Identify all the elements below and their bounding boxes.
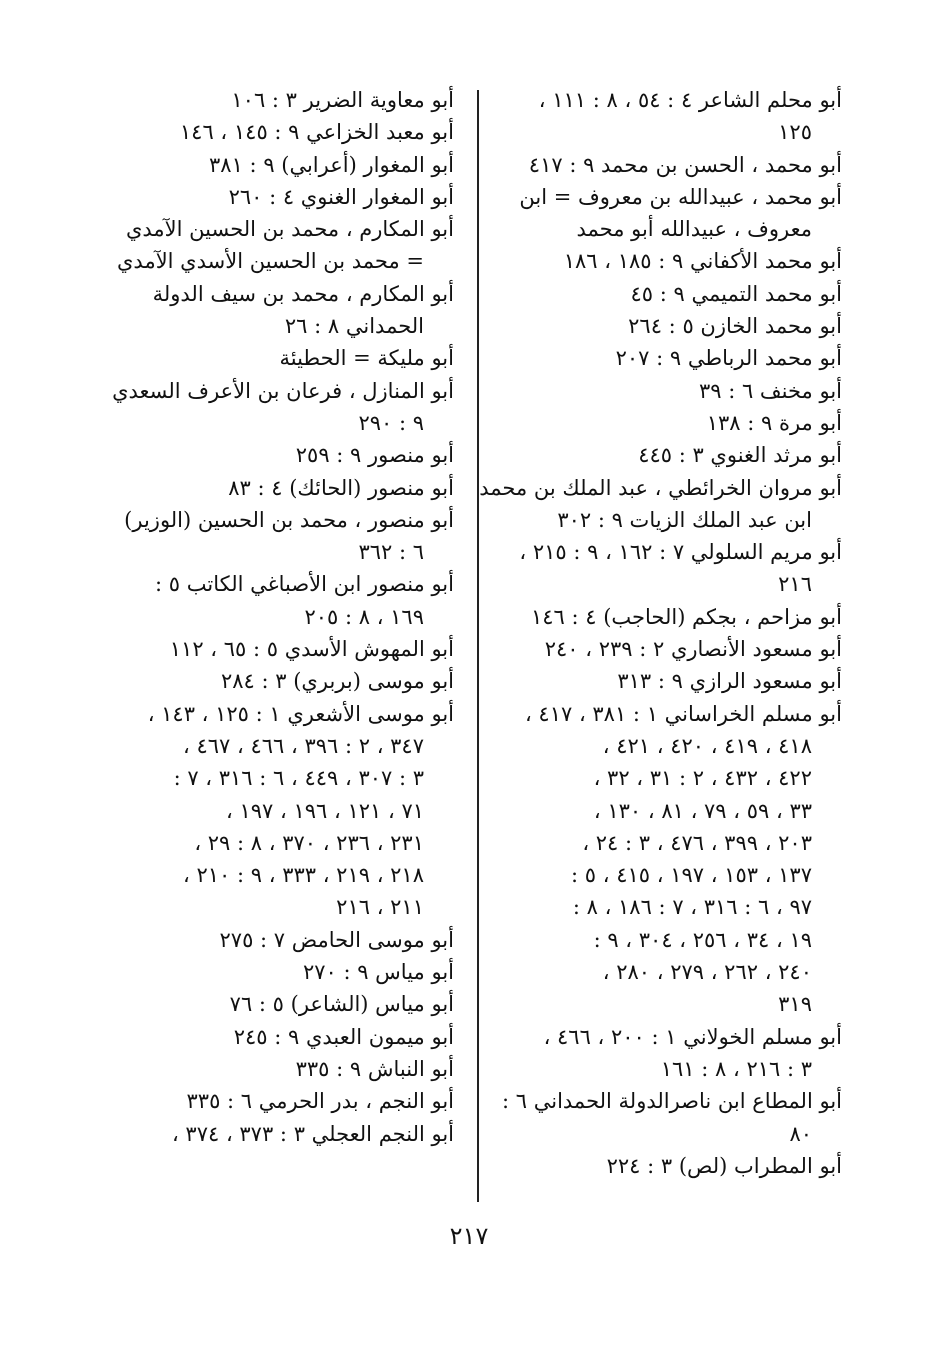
index-entry: [104, 213, 454, 278]
entry-heading: أبو المهوش الأسدي ٥ : ٦٥ ، ١١٢: [169, 637, 454, 662]
entry-continuation: ١٢٥: [778, 120, 812, 145]
entry-continuation: ٢١٨ ، ٢١٩ ، ٣٣٣ ، ٩ : ٢١٠ ،: [183, 863, 424, 888]
index-entry: [442, 310, 842, 342]
entry-heading: أبو محمد الرباطي ٩ : ٢٠٧: [615, 346, 842, 371]
entry-heading: أبو منصور ٩ : ٢٥٩: [295, 443, 454, 468]
entry-heading: أبو مرثد الغنوي ٣ : ٤٤٥: [638, 443, 842, 468]
entry-heading: أبو محمد ، عبيدالله بن معروف = ابن: [519, 184, 842, 209]
entry-continuation: ٢٣١ ، ٢٣٦ ، ٣٧٠ ، ٨ : ٢٩ ،: [194, 830, 424, 855]
entry-continuation: ٧١ ، ١٢١ ، ١٩٦ ، ١٩٧ ،: [226, 798, 424, 823]
entry-heading: أبو محمد الخازن ٥ : ٢٦٤: [628, 314, 842, 339]
entry-heading: أبو مزاحم ، بجكم (الحاجب) ٤ : ١٤٦: [530, 604, 842, 629]
index-entry: [442, 342, 842, 374]
entry-heading: أبو مسعود الرازي ٩ : ٣١٣: [617, 669, 842, 694]
entry-heading: أبو مسلم الخراساني ١ : ٣٨١ ، ٤١٧ ،: [524, 701, 842, 726]
entry-continuation: ١٦٩ ، ٨ : ٢٠٥: [304, 604, 424, 629]
index-entry: [104, 665, 454, 697]
right-index-column: [442, 84, 842, 1182]
index-entry: [104, 633, 454, 665]
entry-heading: أبو مسلم الخولاني ١ : ٢٠٠ ، ٤٦٦ ،: [543, 1024, 842, 1049]
entry-heading: أبو المكارم ، محمد بن سيف الدولة: [152, 281, 454, 306]
entry-heading: أبو ميمون العبدي ٩ : ٢٤٥: [233, 1024, 454, 1049]
index-entry: [104, 439, 454, 471]
entry-heading: أبو مياس ٩ : ٢٧٠: [302, 960, 454, 985]
index-entry: [104, 504, 454, 569]
entry-heading: أبو المطاع ابن ناصرالدولة الحمداني ٦ :: [502, 1089, 842, 1114]
index-entry: [442, 698, 842, 1021]
entry-heading: أبو مياس (الشاعر) ٥ : ٧٦: [229, 992, 454, 1017]
entry-continuation: ٦ : ٣٦٢: [358, 540, 424, 565]
entry-heading: أبو النباش ٩ : ٣٣٥: [295, 1056, 454, 1081]
entry-heading: أبو مرة ٩ : ١٣٨: [706, 410, 842, 435]
entry-heading: أبو منصور ، محمد بن الحسين (الوزير): [124, 507, 454, 532]
index-entry: [442, 245, 842, 277]
index-entry: [104, 1085, 454, 1117]
entry-heading: أبو منصور ابن الأصباغي الكاتب ٥ :: [155, 572, 454, 597]
entry-heading: أبو محمد التميمي ٩ : ٤٥: [630, 281, 842, 306]
entry-heading: أبو المغوار الغنوي ٤ : ٢٦٠: [228, 184, 454, 209]
entry-continuation: ٢١١ ، ٢١٦: [336, 895, 424, 920]
index-entry: [104, 924, 454, 956]
index-entry: [104, 698, 454, 924]
entry-continuation: ١٣٧ ، ١٥٣ ، ١٩٧ ، ٤١٥ ، ٥ :: [571, 863, 812, 888]
entry-continuation: الحمداني ٨ : ٢٦: [284, 314, 424, 339]
entry-heading: أبو المنازل ، فرعان بن الأعرف السعدي: [112, 378, 454, 403]
entry-continuation: ٣١٩: [778, 992, 812, 1017]
entry-heading: أبو موسى الأشعري ١ : ١٢٥ ، ١٤٣ ،: [147, 701, 454, 726]
column-divider: [477, 90, 479, 1202]
index-entry: [442, 472, 842, 537]
entry-continuation: ٨٠: [789, 1121, 812, 1146]
entry-heading: أبو النجم ، بدر الحرمي ٦ : ٣٣٥: [186, 1089, 454, 1114]
entry-heading: أبو مخنف ٦ : ٣٩: [698, 378, 842, 403]
entry-continuation: ٣ : ٢١٦ ، ٨ : ١٦١: [660, 1056, 812, 1081]
index-entry: [442, 407, 842, 439]
entry-heading: أبو النجم العجلي ٣ : ٣٧٣ ، ٣٧٤ ،: [171, 1121, 454, 1146]
index-entry: [442, 1150, 842, 1182]
index-entry: [104, 342, 454, 374]
entry-continuation: ٩٧ ، ٦ : ٣١٦ ، ٧ : ١٨٦ ، ٨ :: [572, 895, 812, 920]
index-entry: [104, 84, 454, 116]
entry-heading: أبو المطراب (لص) ٣ : ٢٢٤: [606, 1153, 842, 1178]
index-entry: [104, 181, 454, 213]
entry-heading: أبو محلم الشاعر ٤ : ٥٤ ، ٨ : ١١١ ،: [538, 88, 842, 112]
entry-continuation: ابن عبد الملك الزيات ٩ : ٣٠٢: [557, 507, 812, 532]
entry-continuation: ٣ : ٣٠٧ ، ٤٤٩ ، ٦ : ٣١٦ ، ٧ :: [173, 766, 424, 791]
index-entry: [104, 375, 454, 440]
index-entry: [442, 536, 842, 601]
index-entry: [442, 84, 842, 149]
index-entry: [104, 149, 454, 181]
entry-continuation: ٩ : ٢٩٠: [358, 410, 424, 435]
entry-heading: أبو مسعود الأنصاري ٢ : ٢٣٩ ، ٢٤٠: [544, 637, 842, 662]
index-entry: [104, 956, 454, 988]
entry-continuation: ٢٠٣ ، ٣٩٩ ، ٤٧٦ ، ٣ : ٢٤ ،: [582, 830, 812, 855]
index-entry: [104, 988, 454, 1020]
entry-heading: أبو موسى (بربري) ٣ : ٢٨٤: [221, 669, 454, 694]
index-entry: [442, 665, 842, 697]
index-entry: [442, 1021, 842, 1086]
index-entry: [104, 116, 454, 148]
index-entry: [442, 149, 842, 181]
index-entry: [442, 601, 842, 633]
entry-heading: أبو محمد ، الحسن بن محمد ٩ : ٤١٧: [528, 152, 842, 177]
entry-heading: أبو مريم السلولي ٧ : ١٦٢ ، ٩ : ٢١٥ ،: [519, 540, 842, 565]
entry-continuation: معروف ، عبيدالله أبو محمد: [576, 217, 812, 242]
entry-heading: أبو محمد الأكفاني ٩ : ١٨٥ ، ١٨٦: [563, 249, 842, 274]
entry-continuation: ٣٤٧ ، ٢ : ٣٩٦ ، ٤٦٦ ، ٤٦٧ ،: [183, 733, 424, 758]
entry-continuation: ٢١٦: [778, 572, 812, 597]
index-entry: [104, 1118, 454, 1150]
page-number: ٢١٧: [449, 1222, 489, 1250]
entry-heading: أبو موسى الحامض ٧ : ٢٧٥: [219, 927, 454, 952]
entry-heading: أبو مروان الخرائطي ، عبد الملك بن محمد: [479, 475, 842, 500]
index-entry: [104, 568, 454, 633]
entry-continuation: ٤١٨ ، ٤١٩ ، ٤٢٠ ، ٤٢١ ،: [602, 733, 812, 758]
entry-continuation: ٣٣ ، ٥٩ ، ٧٩ ، ٨١ ، ١٣٠ ،: [593, 798, 812, 823]
index-entry: [442, 181, 842, 246]
left-index-column: [104, 84, 454, 1150]
index-entry: [442, 278, 842, 310]
entry-continuation: ١٩ ، ٣٤ ، ٢٥٦ ، ٣٠٤ ، ٩ :: [593, 927, 812, 952]
index-entry: [442, 439, 842, 471]
index-entry: [104, 278, 454, 343]
index-entry: [442, 1085, 842, 1150]
entry-continuation: = محمد بن الحسين الأسدي الآمدي: [116, 249, 424, 274]
entry-heading: أبو المكارم ، محمد بن الحسين الآمدي: [125, 217, 454, 242]
entry-heading: أبو المغوار (أعرابي) ٩ : ٣٨١: [209, 152, 454, 177]
index-entry: [104, 1021, 454, 1053]
index-entry: [104, 1053, 454, 1085]
entry-heading: أبو منصور (الحائك) ٤ : ٨٣: [228, 475, 454, 500]
index-entry: [442, 633, 842, 665]
entry-heading: أبو معبد الخزاعي ٩ : ١٤٥ ، ١٤٦: [179, 120, 454, 145]
index-entry: [104, 472, 454, 504]
entry-continuation: ٤٢٢ ، ٤٣٢ ، ٢ : ٣١ ، ٣٢ ،: [593, 766, 812, 791]
entry-continuation: ٢٤٠ ، ٢٦٢ ، ٢٧٩ ، ٢٨٠ ،: [602, 960, 812, 985]
entry-heading: أبو مليكة = الحطيئة: [279, 346, 454, 371]
entry-heading: أبو معاوية الضرير ٣ : ١٠٦: [231, 88, 454, 112]
index-entry: [442, 375, 842, 407]
